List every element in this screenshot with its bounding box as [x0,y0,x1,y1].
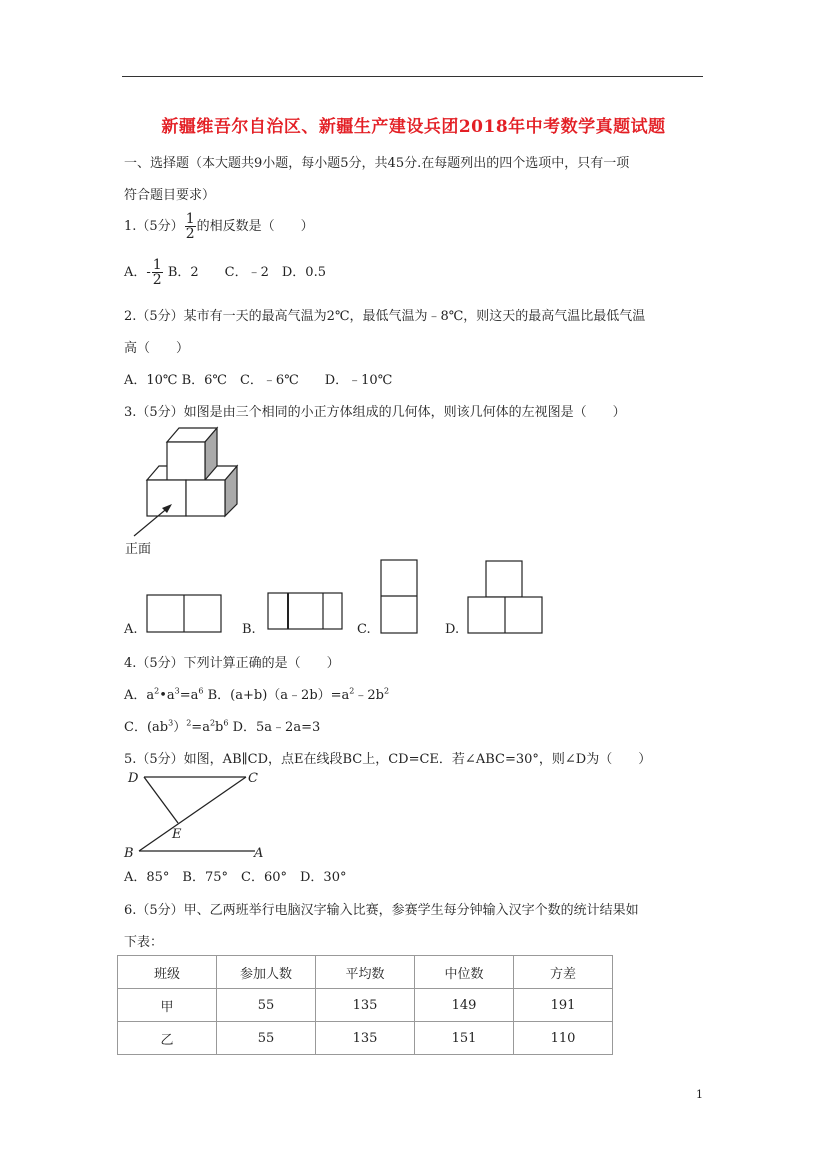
label-b: B [124,846,134,861]
q1-prefix: 1.（5分） [124,219,184,234]
table-cell: 135 [316,989,415,1022]
header-rule [122,76,703,77]
table-cell: 55 [217,1022,316,1055]
question-6: 6.（5分）甲、乙两班举行电脑汉字输入比赛，参赛学生每分钟输入汉字个数的统计结果如 [124,903,639,918]
page-number: 1 [696,1088,703,1101]
question-2: 2.（5分）某市有一天的最高气温为2℃，最低气温为﹣8℃，则这天的最高气温比最低气温 [124,309,646,324]
table-cell: 191 [514,989,613,1022]
q3-option-d-figure [467,560,545,636]
header-cell: 中位数 [415,956,514,989]
q1-option-a-fraction: $\frac{1}{2}$ [152,257,162,288]
label-c: C [248,771,258,786]
table-cell: 乙 [118,1022,217,1055]
table-row [118,1022,613,1055]
question-6-cont: 下表： [124,935,164,950]
question-5-options: A．85° B．75° C．60° D．30° [124,870,347,885]
table-cell: 110 [514,1022,613,1055]
question-1 [124,212,314,241]
table-header-row [118,956,613,989]
q3-option-a-figure [146,594,224,634]
q1-fraction: $\frac{1}{2}$ [185,211,195,242]
table-cell: 151 [415,1022,514,1055]
question-3: 3.（5分）如图是由三个相同的小正方体组成的几何体，则该几何体的左视图是（ ） [124,405,626,420]
question-5: 5.（5分）如图，AB∥CD，点E在线段BC上，CD=CE．若∠ABC=30°，则∠D为（ ） [124,752,652,767]
question-2-cont: 高（ ） [124,341,190,356]
section-heading: 一、选择题（本大题共9小题，每小题5分，共45分.在每题列出的四个选项中，只有一项 [124,156,630,171]
label-e: E [172,827,182,842]
q3-option-c-figure [380,559,420,635]
stats-table [117,955,613,1055]
q1-suffix: 的相反数是（ ） [196,219,314,234]
q3-option-d-label: D. [445,622,460,637]
section-heading-cont: 符合题目要求） [124,188,216,203]
page-title: 新疆维吾尔自治区、新疆生产建设兵团2018年中考数学真题试题 [161,117,666,137]
label-a: A [254,846,264,861]
question-2-options: A．10℃ B．6℃ C．﹣6℃ D．﹣10℃ [124,373,393,388]
question-4: 4.（5分）下列计算正确的是（ ） [124,656,340,671]
question-1-options: A．- $\frac{1}{2}$ B．2 C．﹣2 D．0.5 [124,257,326,288]
header-cell: 班级 [118,956,217,989]
q3-option-c-label: C. [357,622,371,637]
label-d: D [128,771,139,786]
table-cell: 甲 [118,989,217,1022]
table-cell: 55 [217,989,316,1022]
header-cell: 平均数 [316,956,415,989]
table-row [118,989,613,1022]
q3-option-b-label: B. [242,622,256,637]
table-cell: 149 [415,989,514,1022]
question-4-options-ab: A．$a^2•a^3=a^6$ B．$(a+b)(a﹣2b)=a^2﹣2b^2$ [124,686,390,703]
table-cell: 135 [316,1022,415,1055]
q3-option-a-label: A. [124,622,138,637]
header-cell: 方差 [514,956,613,989]
question-4-options-cd: C．$(ab^3)^2=a^2b^6$ D．5a﹣2a=3 [124,718,321,735]
front-label: 正面 [125,542,152,557]
q3-option-b-figure [267,592,345,632]
geometry-figure [120,766,270,862]
header-cell: 参加人数 [217,956,316,989]
